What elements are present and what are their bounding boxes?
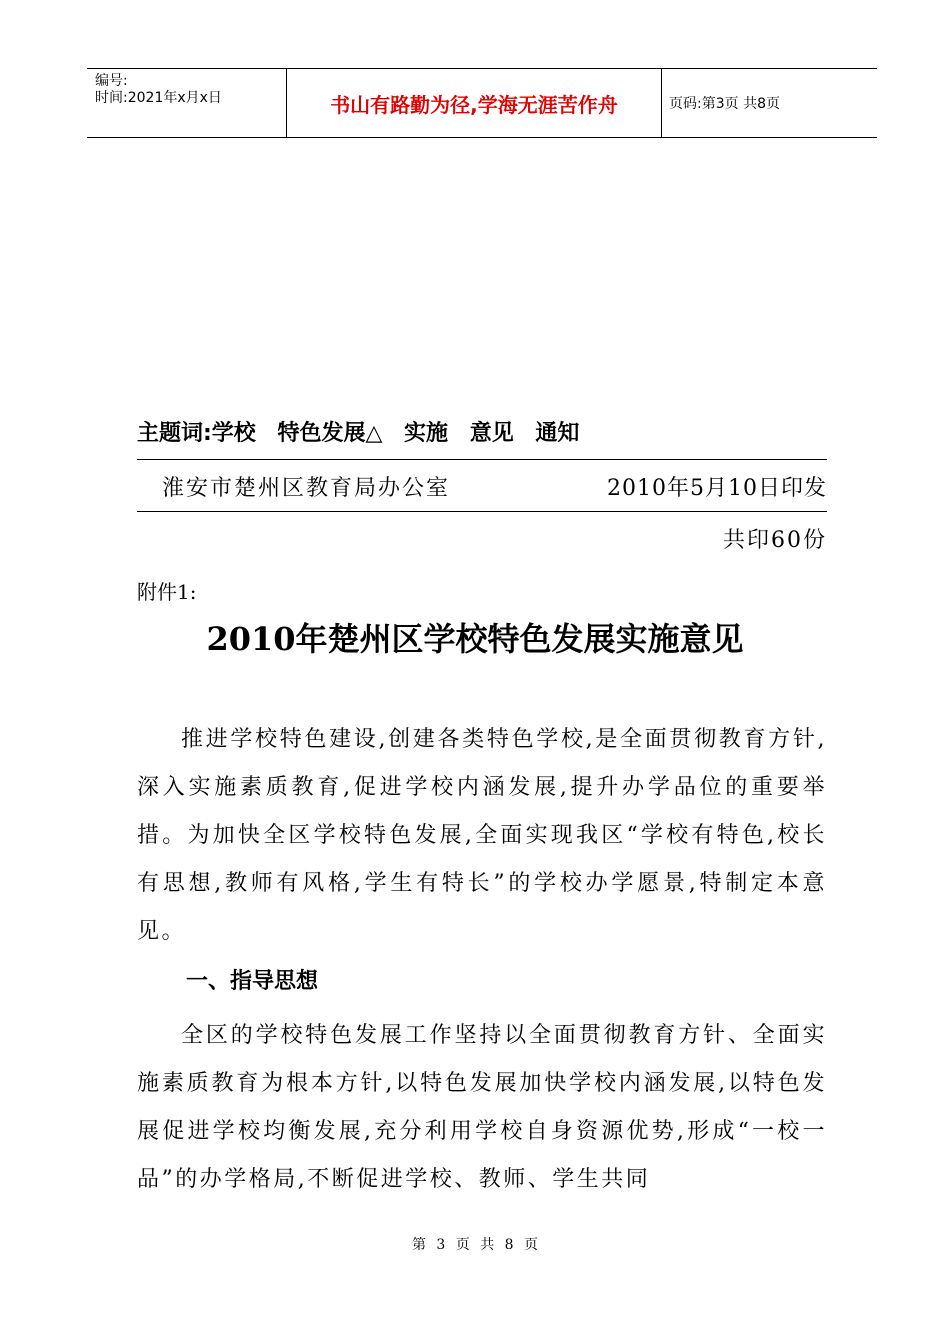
attachment-label: 附件1: xyxy=(137,580,197,604)
document-header xyxy=(87,68,877,138)
copies-count: 共印60份 xyxy=(723,528,827,553)
document-title: 2010年楚州区学校特色发展实施意见 xyxy=(206,620,744,658)
divider-bottom xyxy=(137,511,827,512)
divider-top xyxy=(137,459,827,460)
body-paragraph: 全区的学校特色发展工作坚持以全面贯彻教育方针、全面实施素质教育为根本方针,以特色发展加快学校内涵发展,以特色发展促进学校均衡发展,充分利用学校自身资源优势,形成“一校一品”的办学格局,不断促进学校、教师、学生共同 xyxy=(137,1023,827,1192)
header-meta xyxy=(87,69,287,137)
issue-date: 2010年5月10日印发 xyxy=(607,476,827,501)
header-page-label: 页码:第3页 共8页 xyxy=(669,96,780,112)
issuer: 淮安市楚州区教育局办公室 xyxy=(162,476,451,501)
header-motto: 书山有路勤为径,学海无涯苦作舟 xyxy=(287,69,662,137)
section-heading: 一、指导思想 xyxy=(186,969,319,994)
intro-paragraph: 推进学校特色建设,创建各类特色学校,是全面贯彻教育方针,深入实施素质教育,促进学校内涵发展,提升办学品位的重要举措。为加快全区学校特色发展,全面实现我区“学校有特色,校长有思想,教师有风格,学生有特长”的学校办学愿景,特制定本意见。 xyxy=(137,727,827,944)
keywords-line: 主题词:学校 特色发展△ 实施 意见 通知 xyxy=(137,421,580,446)
page-footer: 第 3 页 共 8 页 xyxy=(411,1237,539,1253)
number-label: 编号: xyxy=(95,73,128,89)
time-label: 时间:2021年x月x日 xyxy=(95,90,222,106)
